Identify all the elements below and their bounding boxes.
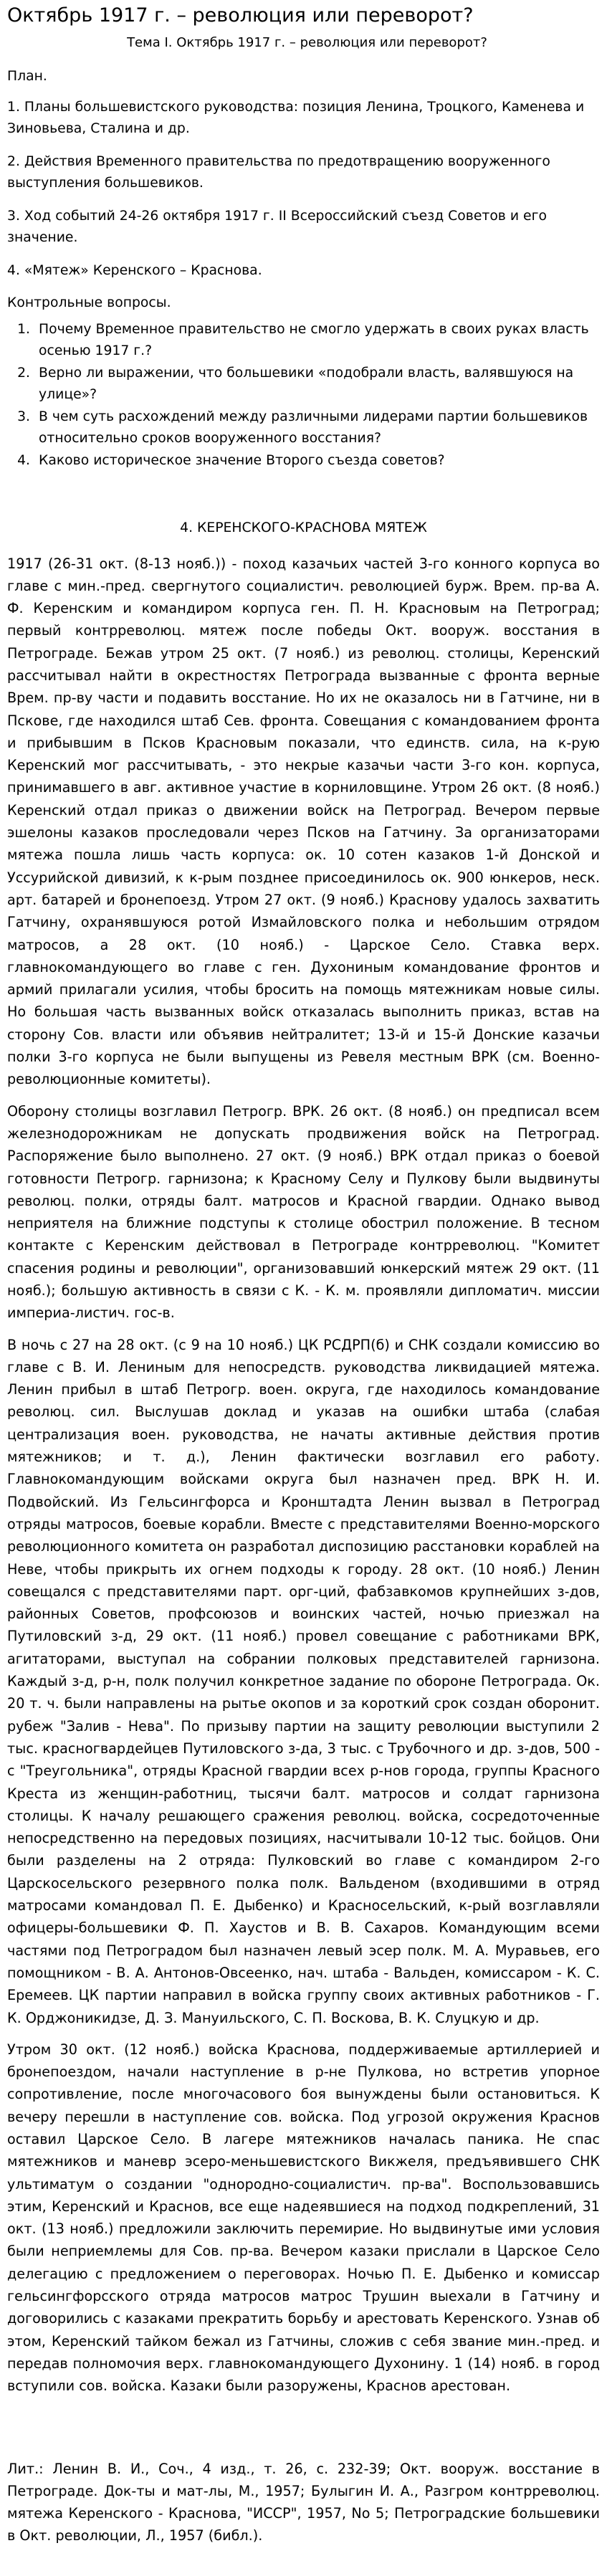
plan-item: 3. Ход событий 24-26 октября 1917 г. II Всероссийский съезд Советов и его значение. xyxy=(7,208,547,245)
topic-subtitle: Тема I. Октябрь 1917 г. – революция или переворот? xyxy=(127,35,487,50)
body-paragraph: 1917 (26-31 окт. (8-13 нояб.)) - поход казачьих частей 3-го конного корпуса во главе с мин.-пред. свергнутого социалистич. революцией бурж. Врем. пр-ва А. Ф. Керенским и командиром корпуса ген. П. Н. Красновым на Петроград; первый контрреволюц. мятеж после победы Окт. вооруж. восстания в Петрограде. Бежав утром 25 окт. (7 нояб.) из революц. столицы, Керенский рассчитывал найти в окрестностях Петрограда вызванные с фронта верные Врем. пр-ву части и подавить восстание. Но их не оказалось ни в Гатчине, ни в Пскове, где находился штаб Сев. фронта. Совещания с командованием фронта и прибывшим в Псков Красновым показали, что единств. сила, на к-рую Керенский мог рассчитывать, - это некрые казачьи части 3-го кон. корпуса, принимавшего в авг. активное участие в корниловщине. Утром 26 окт. (8 нояб.) Керенский отдал приказ о движении войск на Петроград. Вечером первые эшелоны казаков проследовали через Псков на Гатчину. За организаторами мятежа пошла лишь часть корпуса: ок. 10 сотен казаков 1-й Донской и Уссурийской дивизий, к к-рым позднее присоединилось ок. 900 юнкеров, неск. арт. батарей и бронепоезд. Утром 27 окт. (9 нояб.) Краснову удалось захватить Гатчину, охранявшуюся ротой Измайловского полка и небольшим отрядом матросов, а 28 окт. (10 нояб.) - Царское Село. Ставка верх. главнокомандующего во главе с ген. Духониным командование фронтов и армий прилагали усилия, чтобы бросить на помощь мятежникам новые силы. Но большая часть вызванных войск отказалась выполнить приказ, встав на сторону Сов. власти или объявив нейтралитет; 13-й и 15-й Донские казачьи полки 3-го корпуса не были выпущены из Ревеля местным ВРК (см. Военно-революционные комитеты). xyxy=(7,555,600,1088)
literature-references: Лит.: Ленин В. И., Соч., 4 изд., т. 26, с. 232-39; Окт. вооруж. восстание в Петрограде. Док-ты и мат-лы, М., 1957; Булыгин И. А., Разгром контрреволюц. мятежа Керенского - Краснова, "ИССР", 1957, No 5; Петроградские большевики в Окт. революции, Л., 1957 (библ.). xyxy=(7,2460,600,2544)
body-paragraph: Оборону столицы возглавил Петрогр. ВРК. 26 окт. (8 нояб.) он предписал всем железнодорожникам не допускать продвижения войск на Петроград. Распоряжение было выполнено. 27 окт. (9 нояб.) ВРК отдал приказ о боевой готовности Петрогр. гарнизона; к Красному Селу и Пулкову были выдвинуты революц. полки, отряды балт. матросов и Красной гвардии. Однако вывод неприятеля на ближние подступы к столице обострил положение. В тесном контакте с Керенским действовал в Петрограде контрреволюц. "Комитет спасения родины и революции", организовавший юнкерский мятеж 29 окт. (11 нояб.); большую активность в связи с К. - К. м. проявляли дипломатич. миссии империа-листич. гос-в. xyxy=(7,1102,600,1322)
question-item: 4. Каково историческое значение Второго съезда советов? xyxy=(34,450,600,472)
questions-label: Контрольные вопросы. xyxy=(7,295,171,310)
body-paragraph: В ночь с 27 на 28 окт. (с 9 на 10 нояб.) ЦК РСДРП(б) и СНК создали комиссию во главе с В. И. Лениным для непосредств. руководства ликвидацией мятежа. Ленин прибыл в штаб Петрогр. воен. округа, где находилось командование революц. сил. Выслушав доклад и указав на ошибки штаба (слабая централизация воен. руководства, не начаты активные действия против мятежников; и т. д.), Ленин фактически возглавил его работу. Главнокомандующим войсками округа был назначен пред. ВРК Н. И. Подвойский. Из Гельсингфорса и Кронштадта Ленин вызвал в Петроград отряды матросов, боевые корабли. Вместе с представителями Военно-морского революционного комитета он разработал диспозицию расстановки кораблей на Неве, чтобы прикрыть их огнем подходы к городу. 28 окт. (10 нояб.) Ленин совещался с представителями парт. орг-ций, фабзавкомов крупнейших з-дов, районных Советов, профсоюзов и воинских частей, ночью приезжал на Путиловский з-д, 29 окт. (11 нояб.) провел совещание с работниками ВРК, агитаторами, выступал на собрании полковых представителей гарнизона. Каждый з-д, р-н, полк получил конкретное задание по обороне Петрограда. Ок. 20 т. ч. были направлены на рытье окопов и за короткий срок создан оборонит. рубеж "Залив - Нева". По призыву партии на защиту революции выступили 2 тыс. красногвардейцев Путиловского з-да, 3 тыс. с Трубочного и др. з-дов, 500 - с "Треугольника", отряды Красной гвардии всех р-нов города, группы Красного Креста из женщин-работниц, тысячи балт. матросов и солдат гарнизона столицы. К началу решающего сражения революц. войска, сосредоточенные непосредственно на передовых позициях, насчитывали 10-12 тыс. бойцов. Они были разделены на 2 отряда: Пулковский во главе с командиром 2-го Царскосельского резервного полка полк. Вальденом (входившими в отряд матросами командовал П. Е. Дыбенко) и Красносельский, к-рый возглавляли офицеры-большевики Ф. П. Хаустов и В. В. Сахаров. Командующим всеми частями под Петроградом был назначен левый эсер полк. М. А. Муравьев, его помощником - В. А. Антонов-Овсеенко, нач. штаба - Вальден, комиссаром - К. С. Еремеев. ЦК партии направил в войска группу своих активных работников - Г. К. Орджоникидзе, Д. З. Мануильского, С. П. Воскова, В. К. Слуцкую и др. xyxy=(7,1336,600,2026)
document-title: Октябрь 1917 г. – революция или переворот? xyxy=(7,4,474,27)
plan-label: План. xyxy=(7,69,47,84)
questions-list xyxy=(7,319,600,472)
question-item: 3. В чем суть расхождений между различными лидерами партии большевиков относительно сроков вооруженного восстания? xyxy=(34,406,600,450)
body-paragraph: Утром 30 окт. (12 нояб.) войска Краснова, поддерживаемые артиллерией и бронепоездом, начали наступление в р-не Пулкова, но встретив упорное сопротивление, после многочасового боя вынуждены были остановиться. К вечеру перешли в наступление сов. войска. Под угрозой окружения Краснов оставил Царское Село. В лагере мятежников началась паника. Не спас мятежников и маневр эсеро-меньшевистского Викжеля, предъявившего СНК ультиматум о создании "однородно-социалистич. пр-ва". Воспользовавшись этим, Керенский и Краснов, все еще надеявшиеся на подход подкреплений, 31 окт. (13 нояб.) предложили заключить перемирие. Но выдвинутые ими условия были неприемлемы для Сов. пр-ва. Вечером казаки прислали в Царское Село делегацию с предложением о переговорах. Ночью П. Е. Дыбенко и комиссар гельсингфорсского отряда матросов матрос Трушин выехали в Гатчину и договорились с казаками прекратить борьбу и арестовать Керенского. Узнав об этом, Керенский тайком бежал из Гатчины, сложив с себя звание мин.-пред. и передав полномочия верх. главнокомандующего Духонину. 1 (14) нояб. в город вступили сов. войска. Казаки были разоружены, Краснов арестован. xyxy=(7,2041,600,2395)
question-item: 1. Почему Временное правительство не смогло удержать в своих руках власть осенью 1917 г.? xyxy=(34,319,600,363)
plan-item: 1. Планы большевистского руководства: позиция Ленина, Троцкого, Каменева и Зиновьева, Сталина и др. xyxy=(7,99,585,136)
section-heading: 4. КЕРЕНСКОГО-КРАСНОВА МЯТЕЖ xyxy=(180,520,427,535)
plan-item: 4. «Мятеж» Керенского – Краснова. xyxy=(7,262,262,278)
plan-item: 2. Действия Временного правительства по предотвращению вооруженного выступления большевиков. xyxy=(7,153,550,191)
question-item: 2. Верно ли выражении, что большевики «подобрали власть, валявшуюся на улице»? xyxy=(34,363,600,406)
